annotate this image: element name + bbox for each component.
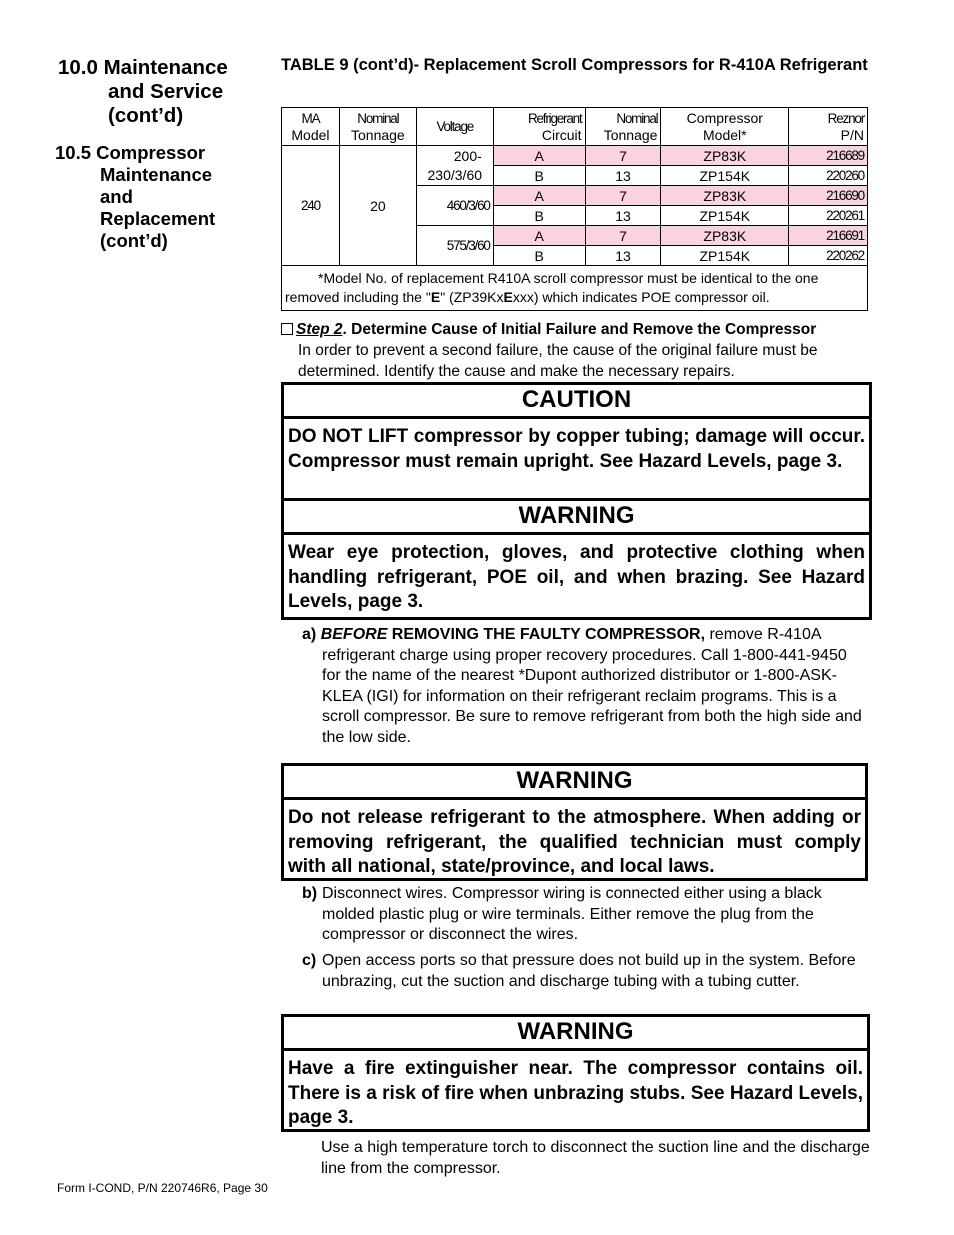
cell-compressor: ZP83K (661, 146, 789, 166)
table-footnote: *Model No. of replacement R410A scroll compressor must be identical to the one removed including the "E" (ZP39KxExxx) which indicates POE compressor oil. (282, 266, 868, 311)
cell-pn: 216690 (789, 186, 868, 206)
table-note-row (282, 266, 868, 311)
cell-tons: 13 (585, 166, 661, 186)
step-2 (281, 319, 881, 382)
section-title-line1: 10.0 Maintenance (58, 56, 228, 79)
cell-tons: 13 (585, 206, 661, 226)
cell-circuit: B (493, 246, 585, 266)
cell-voltage: 200- 230/3/60 (416, 146, 493, 186)
item-c (302, 951, 862, 992)
subsection-title-line2: Maintenance (100, 164, 213, 185)
item-a (302, 625, 862, 748)
cell-compressor: ZP83K (661, 186, 789, 206)
item-a-text-start: remove R-410A (705, 626, 822, 643)
table-row (282, 146, 868, 166)
cell-tons: 7 (585, 186, 661, 206)
cell-tons: 7 (585, 226, 661, 246)
section-title (58, 56, 258, 128)
header-reznor-pn: Reznor P/N (789, 108, 868, 146)
cell-tons: 7 (585, 146, 661, 166)
page-footer: Form I-COND, P/N 220746R6, Page 30 (57, 1181, 268, 1195)
cell-pn: 216689 (789, 146, 868, 166)
cell-voltage: 460/3/60 (416, 186, 493, 226)
item-b-text: Disconnect wires. Compressor wiring is connected either using a black molded plastic plug or wire terminals. Either remove the plug from the compressor or disconnect the wires. (322, 885, 822, 943)
cell-circuit: A (493, 186, 585, 206)
cell-model: 240 (282, 146, 340, 266)
cell-compressor: ZP154K (661, 246, 789, 266)
warning-text: Wear eye protection, gloves, and protective clothing when handling refrigerant, POE oil, and when brazing. See Hazard Levels, page 3. (288, 542, 865, 612)
section-title-line3: (cont’d) (108, 104, 184, 127)
caution-box (281, 382, 872, 501)
cell-pn: 220260 (789, 166, 868, 186)
cell-circuit: B (493, 206, 585, 226)
cell-tons: 13 (585, 246, 661, 266)
header-compressor-model: Compressor Model* (661, 108, 789, 146)
warning-text: Do not release refrigerant to the atmosphere. When adding or removing refrigerant, the qualified technician must comply with all national, state/province, and local laws. (288, 807, 861, 877)
step-2-heading (281, 319, 881, 340)
header-circuit-tonnage: Nominal Tonnage (585, 108, 661, 146)
cell-compressor: ZP154K (661, 166, 789, 186)
item-c-label: c) (302, 952, 317, 969)
step-2-body: In order to prevent a second failure, the cause of the original failure must be determined. Identify the cause and make the necessary repairs. (298, 342, 818, 380)
table-header-row (282, 108, 868, 146)
subsection-title-line5: (cont’d) (100, 230, 168, 251)
final-paragraph: Use a high temperature torch to disconnect the suction line and the discharge line from the compressor. (321, 1139, 870, 1177)
item-a-before: BEFORE (320, 626, 388, 643)
warning-box-release (281, 763, 868, 881)
cell-circuit: A (493, 226, 585, 246)
step-2-title: . Determine Cause of Initial Failure and Remove the Compressor (342, 321, 817, 338)
warning-title: WARNING (284, 1017, 867, 1051)
section-title-line2: and Service (108, 80, 224, 103)
checkbox-icon[interactable] (281, 323, 293, 335)
caution-text: DO NOT LIFT compressor by copper tubing; damage will occur. Compressor must remain upright. See Hazard Levels, page 3. (288, 426, 865, 472)
subsection-title (55, 142, 255, 252)
cell-compressor: ZP154K (661, 206, 789, 226)
caution-title: CAUTION (284, 385, 869, 419)
step-2-label: Step 2 (296, 321, 343, 338)
subsection-title-line4: Replacement (100, 208, 216, 229)
warning-box-ppe (281, 498, 872, 620)
cell-pn: 216691 (789, 226, 868, 246)
warning-text: Have a fire extinguisher near. The compressor contains oil. There is a risk of fire when unbrazing stubs. See Hazard Levels, page 3. (288, 1058, 863, 1128)
cell-circuit: B (493, 166, 585, 186)
table-title: TABLE 9 (cont’d)- Replacement Scroll Compressors for R-410A Refrigerant (281, 56, 868, 74)
subsection-title-line1: 10.5 Compressor (55, 142, 206, 163)
item-b (302, 884, 862, 946)
header-refrigerant-circuit: Refrigerant Circuit (493, 108, 585, 146)
header-voltage: Voltage (416, 108, 493, 146)
item-b-label: b) (302, 885, 318, 902)
header-nominal-tonnage: Nominal Tonnage (339, 108, 416, 146)
item-c-text: Open access ports so that pressure does not build up in the system. Before unbrazing, cut the suction and discharge tubing with a tubing cutter. (322, 952, 856, 990)
cell-voltage: 575/3/60 (416, 226, 493, 266)
cell-compressor: ZP83K (661, 226, 789, 246)
item-a-bold: REMOVING THE FAULTY COMPRESSOR, (387, 626, 706, 643)
subsection-title-line3: and (100, 186, 133, 207)
cell-pn: 220262 (789, 246, 868, 266)
item-a-label: a) (302, 626, 317, 643)
header-model: MA Model (282, 108, 340, 146)
item-a-text: refrigerant charge using proper recovery procedures. Call 1-800-441-9450 for the name of the nearest *Dupont authorized distributor or 1-800-ASK-KLEA (IGI) for information on their refrigerant reclaim programs. This is a scroll compressor. Be sure to remove refrigerant from both the high side and the low side. (322, 646, 862, 746)
cell-circuit: A (493, 146, 585, 166)
cell-tonnage: 20 (339, 146, 416, 266)
compressor-table (281, 107, 868, 311)
warning-title: WARNING (284, 766, 865, 800)
warning-title: WARNING (284, 501, 869, 535)
warning-box-fire (281, 1014, 870, 1132)
cell-pn: 220261 (789, 206, 868, 226)
